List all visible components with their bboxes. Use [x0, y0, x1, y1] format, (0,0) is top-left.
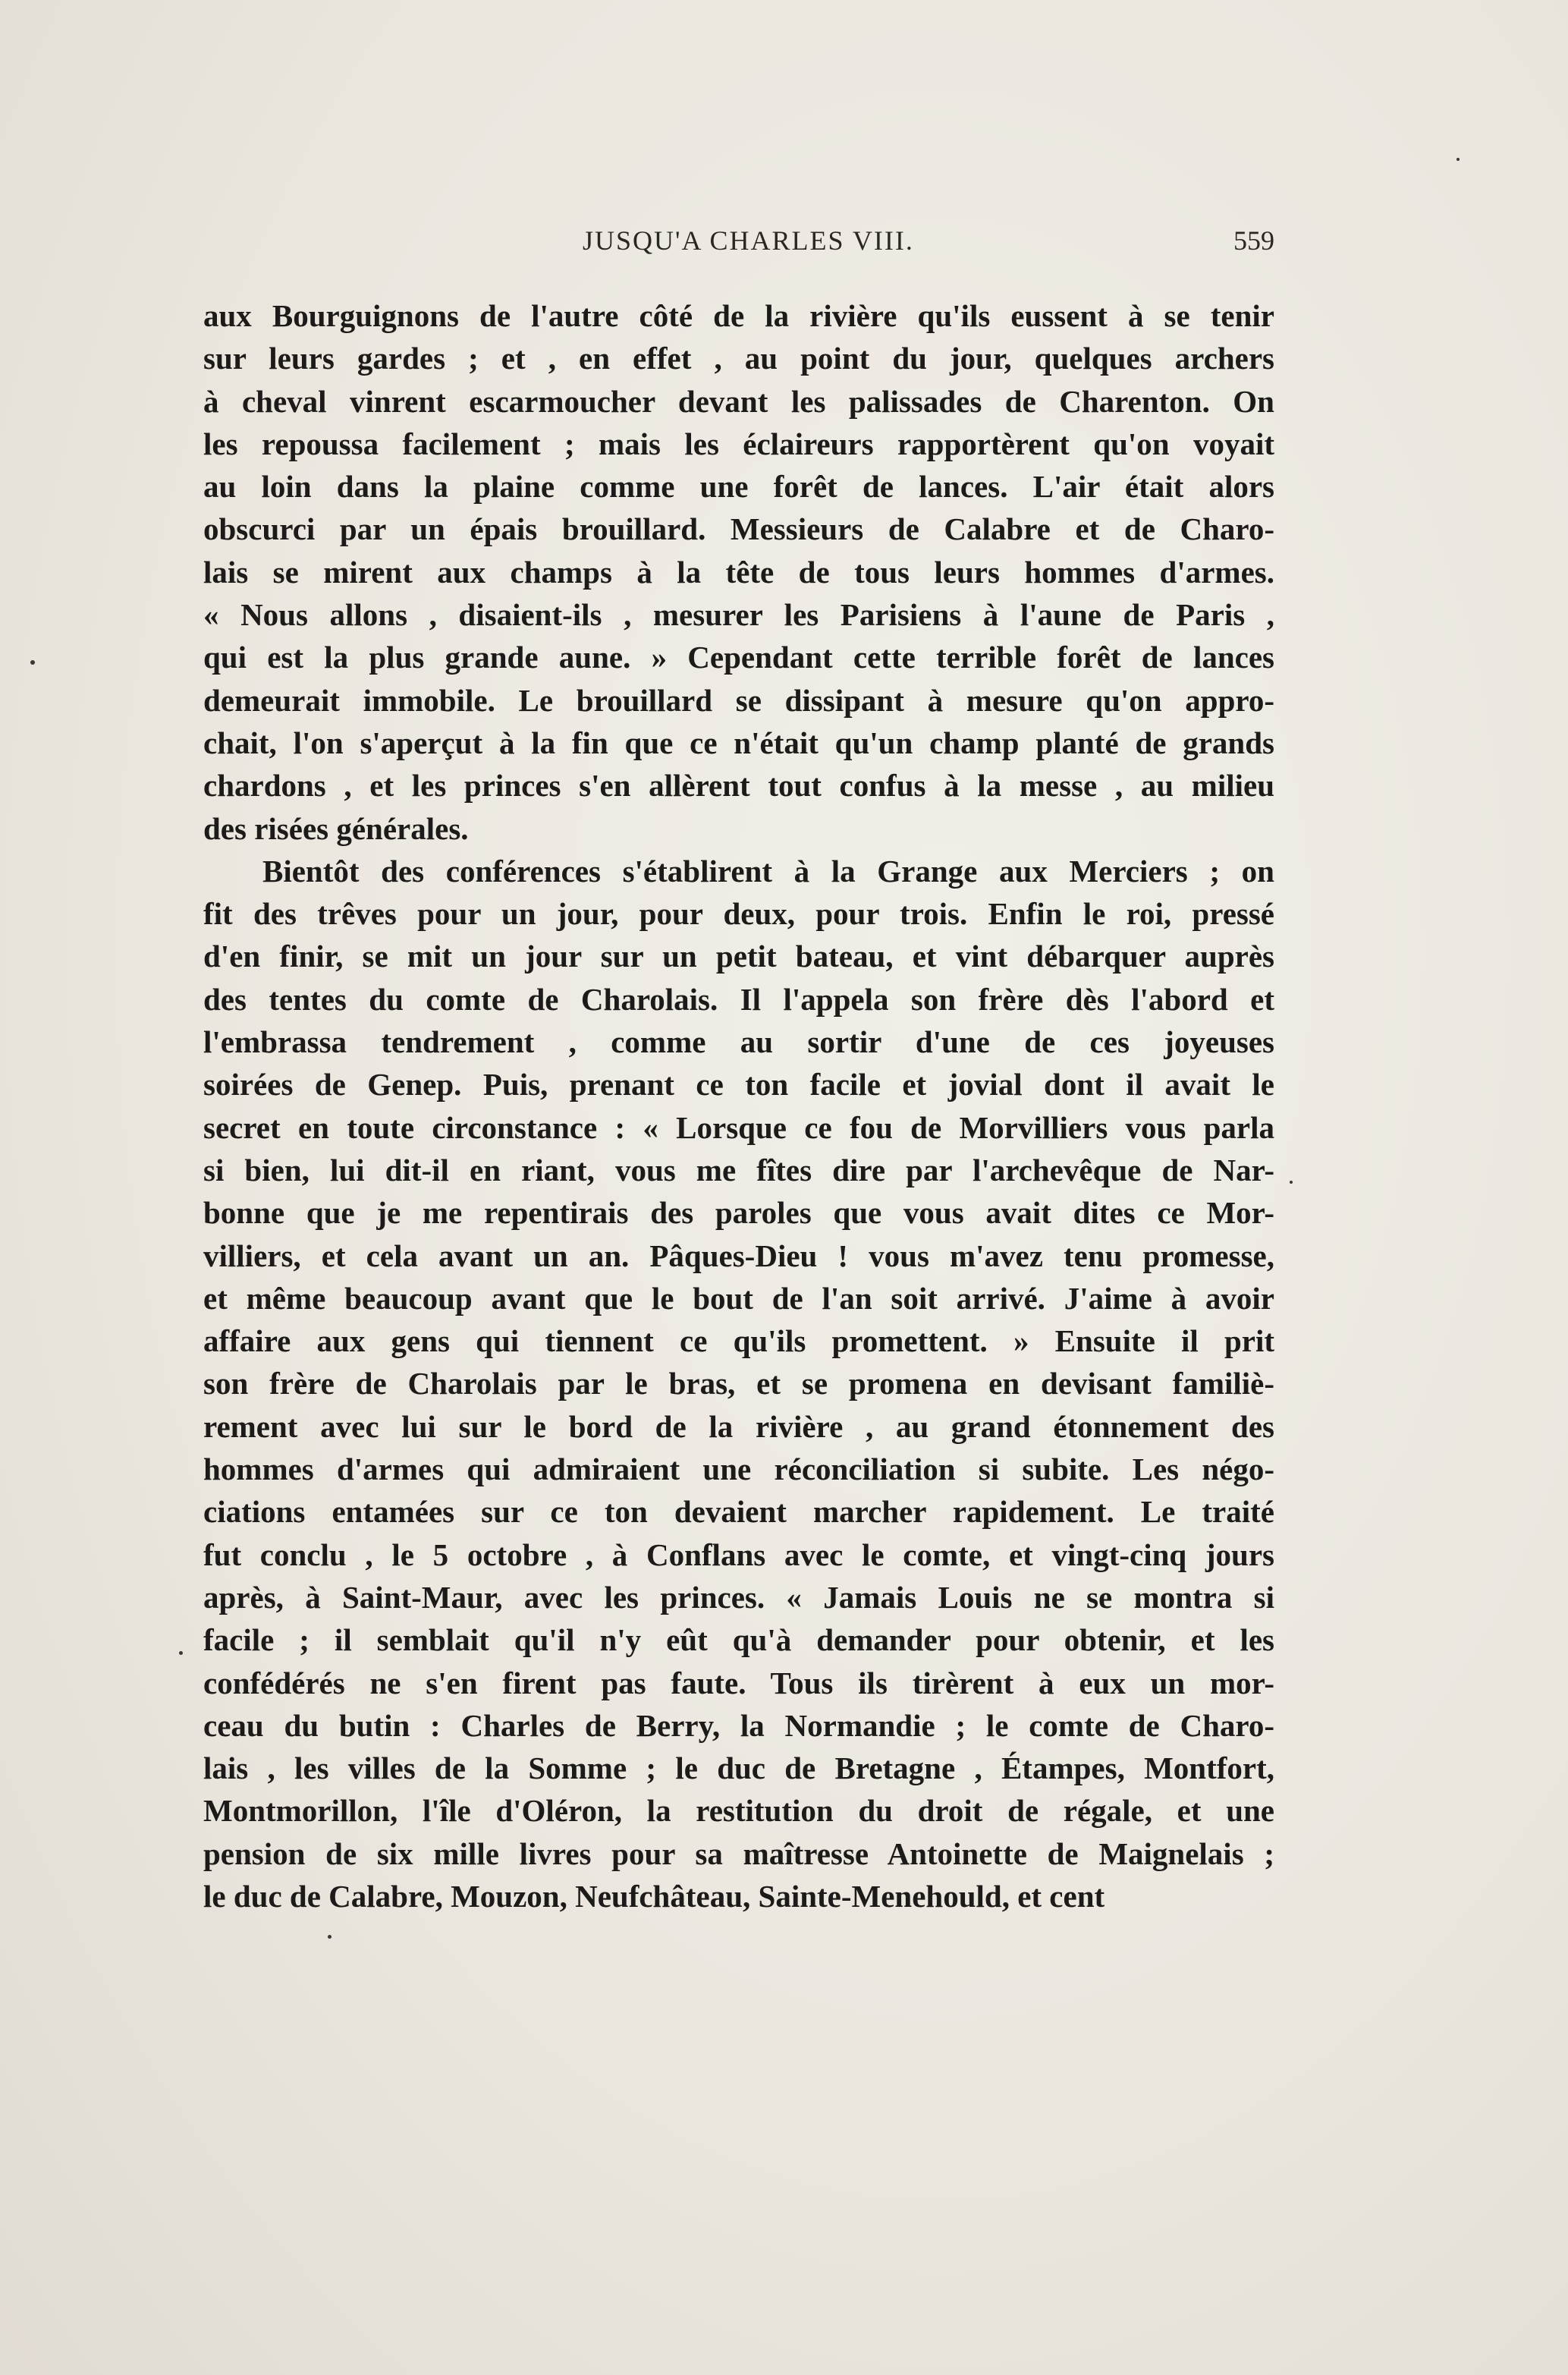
text-line: chardons , et les princes s'en allèrent tout confus à la messe , au milieu [203, 768, 1274, 804]
text-line: fut conclu , le 5 octobre , à Conflans avec le comte, et vingt-cinq jours [203, 1537, 1274, 1572]
text-line: Montmorillon, l'île d'Oléron, la restitution du droit de régale, et une [203, 1793, 1274, 1829]
text-line: au loin dans la plaine comme une forêt de lances. L'air était alors [203, 469, 1274, 505]
text-line: « Nous allons , disaient-ils , mesurer les Parisiens à l'aune de Paris , [203, 597, 1274, 633]
text-line: si bien, lui dit-il en riant, vous me fîtes dire par l'archevêque de Nar- [203, 1152, 1274, 1188]
text-line: après, à Saint-Maur, avec les princes. « Jamais Louis ne se montra si [203, 1579, 1274, 1615]
text-line: son frère de Charolais par le bras, et se promena en devisant familiè- [203, 1366, 1274, 1401]
text-line: obscurci par un épais brouillard. Messieurs de Calabre et de Charo- [203, 511, 1274, 547]
page-header [203, 225, 1274, 270]
text-line: Bientôt des conférences s'établirent à la Grange aux Merciers ; on [262, 853, 1274, 889]
text-line: pension de six mille livres pour sa maîtresse Antoinette de Maignelais ; [203, 1836, 1274, 1871]
text-line: des risées générales. [203, 810, 469, 846]
text-line: villiers, et cela avant un an. Pâques-Dieu ! vous m'avez tenu promesse, [203, 1238, 1274, 1273]
text-line: fit des trêves pour un jour, pour deux, pour trois. Enfin le roi, pressé [203, 896, 1274, 932]
text-line: secret en toute circonstance : « Lorsque ce fou de Morvilliers vous parla [203, 1109, 1274, 1145]
text-line: aux Bourguignons de l'autre côté de la rivière qu'ils eussent à se tenir [203, 298, 1274, 333]
text-line: d'en finir, se mit un jour sur un petit bateau, et vint débarquer auprès [203, 939, 1274, 974]
body-text [203, 294, 1274, 1917]
text-line: demeurait immobile. Le brouillard se dissipant à mesure qu'on appro- [203, 682, 1274, 718]
text-line: lais se mirent aux champs à la tête de tous leurs hommes d'armes. [203, 554, 1274, 590]
text-line: facile ; il semblait qu'il n'y eût qu'à demander pour obtenir, et les [203, 1622, 1274, 1658]
paper-speck [1290, 1181, 1293, 1184]
paper-speck [1456, 158, 1460, 161]
running-title: JUSQU'A CHARLES VIII. [583, 225, 914, 256]
text-line: lais , les villes de la Somme ; le duc de Bretagne , Étampes, Montfort, [203, 1751, 1274, 1786]
paper-speck [328, 1935, 332, 1939]
text-line: confédérés ne s'en firent pas faute. Tous ils tirèrent à eux un mor- [203, 1665, 1274, 1700]
text-line: sur leurs gardes ; et , en effet , au point du jour, quelques archers [203, 341, 1274, 376]
text-line: qui est la plus grande aune. » Cependant cette terrible forêt de lances [203, 640, 1274, 675]
text-line: soirées de Genep. Puis, prenant ce ton facile et jovial dont il avait le [203, 1067, 1274, 1103]
paper-speck [30, 660, 35, 665]
text-line: ciations entamées sur ce ton devaient marcher rapidement. Le traité [203, 1494, 1274, 1530]
text-line: ceau du butin : Charles de Berry, la Normandie ; le comte de Charo- [203, 1707, 1274, 1743]
text-line: hommes d'armes qui admiraient une réconciliation si subite. Les négo- [203, 1452, 1274, 1487]
text-line: à cheval vinrent escarmoucher devant les palissades de Charenton. On [203, 383, 1274, 419]
text-line: affaire aux gens qui tiennent ce qu'ils promettent. » Ensuite il prit [203, 1323, 1274, 1359]
page-number: 559 [1233, 225, 1274, 256]
text-line: rement avec lui sur le bord de la rivière , au grand étonnement des [203, 1408, 1274, 1444]
text-line: l'embrassa tendrement , comme au sortir d'une de ces joyeuses [203, 1024, 1274, 1060]
text-line: les repoussa facilement ; mais les éclaireurs rapportèrent qu'on voyait [203, 426, 1274, 461]
paper-speck [179, 1651, 183, 1655]
text-line: des tentes du comte de Charolais. Il l'appela son frère dès l'abord et [203, 981, 1274, 1017]
text-line: et même beaucoup avant que le bout de l'an soit arrivé. J'aime à avoir [203, 1280, 1274, 1316]
text-line: bonne que je me repentirais des paroles que vous avait dites ce Mor- [203, 1195, 1274, 1231]
text-line: chait, l'on s'aperçut à la fin que ce n'était qu'un champ planté de grands [203, 725, 1274, 760]
text-line: le duc de Calabre, Mouzon, Neufchâteau, Sainte-Menehould, et cent [203, 1878, 1105, 1914]
